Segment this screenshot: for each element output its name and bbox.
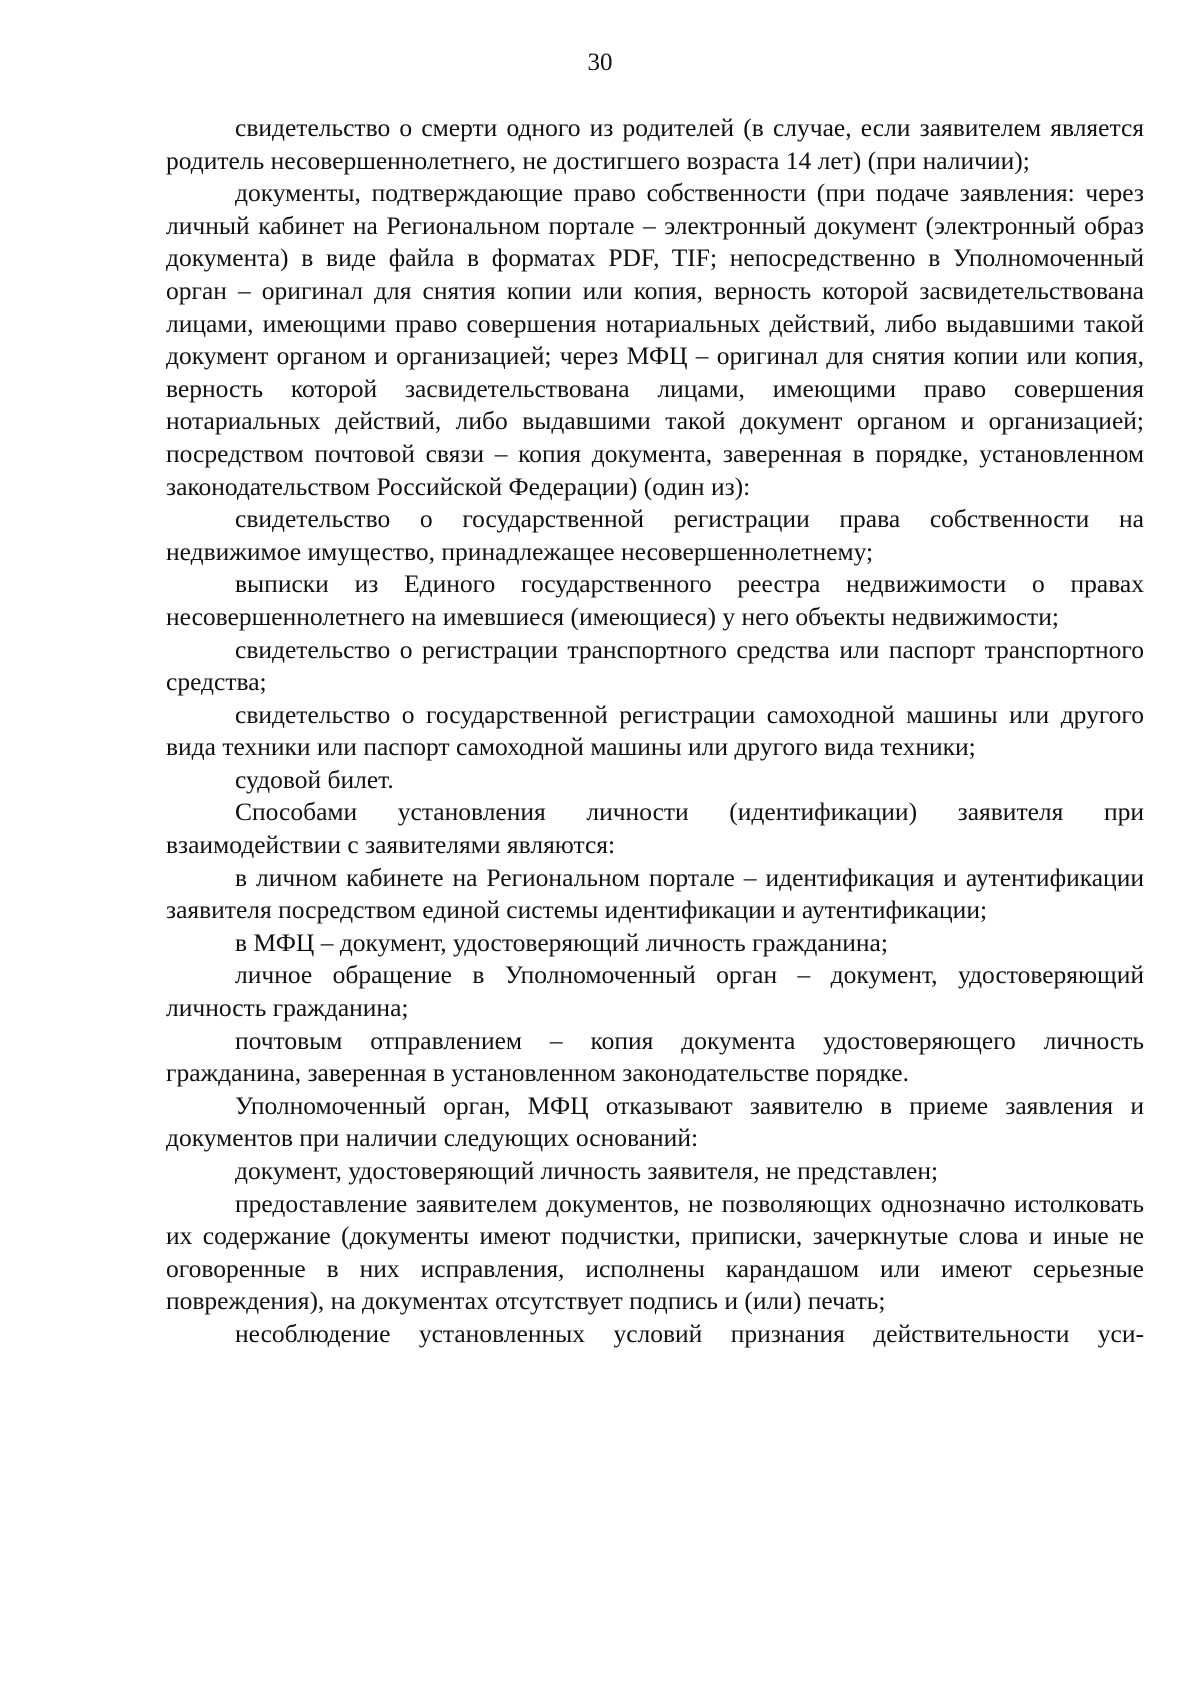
body-text	[166, 112, 1144, 1351]
paragraph: свидетельство о государственной регистрации права собственности на недвижимое имущество, принадлежащее несовершеннолетнему;	[166, 504, 1144, 566]
paragraph: выписки из Единого государственного реестра недвижимости о правах несовершеннолетнего на имевшиеся (имеющиеся) у него объекты недвижимости;	[166, 569, 1144, 631]
page-number: 30	[587, 49, 613, 76]
paragraph: в личном кабинете на Региональном портале – идентификация и аутентификации заявителя посредством единой системы идентификации и аутентификации;	[166, 862, 1144, 925]
paragraph: предоставление заявителем документов, не позволяющих однозначно истолковать их содержание (документы имеют подчистки, приписки, зачеркнутые слова и иные не оговоренные в них исправления, исполнены карандашом или имеют серьезные повреждения), на документах отсутствует подпись и (или) печать;	[166, 1188, 1144, 1316]
paragraph: документ, удостоверяющий личность заявителя, не представлен;	[235, 1156, 939, 1185]
paragraph: личное обращение в Уполномоченный орган – документ, удостоверяющий личность гражданина;	[166, 960, 1144, 1023]
paragraph: документы, подтверждающие право собственности (при подаче заявления: через личный кабинет на Региональном портале – электронный документ (электронный образ документа) в виде файла в форматах PDF, TIF; непосредственно в Уполномоченный орган – оригинал для снятия копии или копия, верность которой засвидетельствована лицами, имеющими право совершения нотариальных действий, либо выдавшими такой документ органом и организацией; через МФЦ – оригинал для снятия копии или копия, верность которой засвидетельствована лицами, имеющими право совершения нотариальных действий, либо выдавшими такой документ органом и организацией; посредством почтовой связи – копия документа, заверенная в порядке, установленном законодательством Российской Федерации) (один из):	[166, 178, 1144, 501]
paragraph: свидетельство о регистрации транспортного средства или паспорт транспортного средства;	[166, 634, 1144, 697]
paragraph: Способами установления личности (идентификации) заявителя при взаимодействии с заявителями являются:	[166, 797, 1144, 860]
paragraph: Уполномоченный орган, МФЦ отказывают заявителю в приеме заявления и документов при наличии следующих оснований:	[166, 1090, 1144, 1153]
paragraph: свидетельство о государственной регистрации самоходной машины или другого вида техники или паспорт самоходной машины или другого вида техники;	[166, 699, 1144, 762]
paragraph: в МФЦ – документ, удостоверяющий личность гражданина;	[235, 927, 888, 957]
paragraph: почтовым отправлением – копия документа удостоверяющего личность гражданина, заверенная в установленном законодательстве порядке.	[166, 1025, 1144, 1088]
paragraph: несоблюдение установленных условий признания действительности уси-	[235, 1318, 1144, 1348]
paragraph: судовой билет.	[235, 764, 394, 794]
paragraph: свидетельство о смерти одного из родителей (в случае, если заявителем является родитель несовершеннолетнего, не достигшего возраста 14 лет) (при наличии);	[166, 113, 1144, 175]
